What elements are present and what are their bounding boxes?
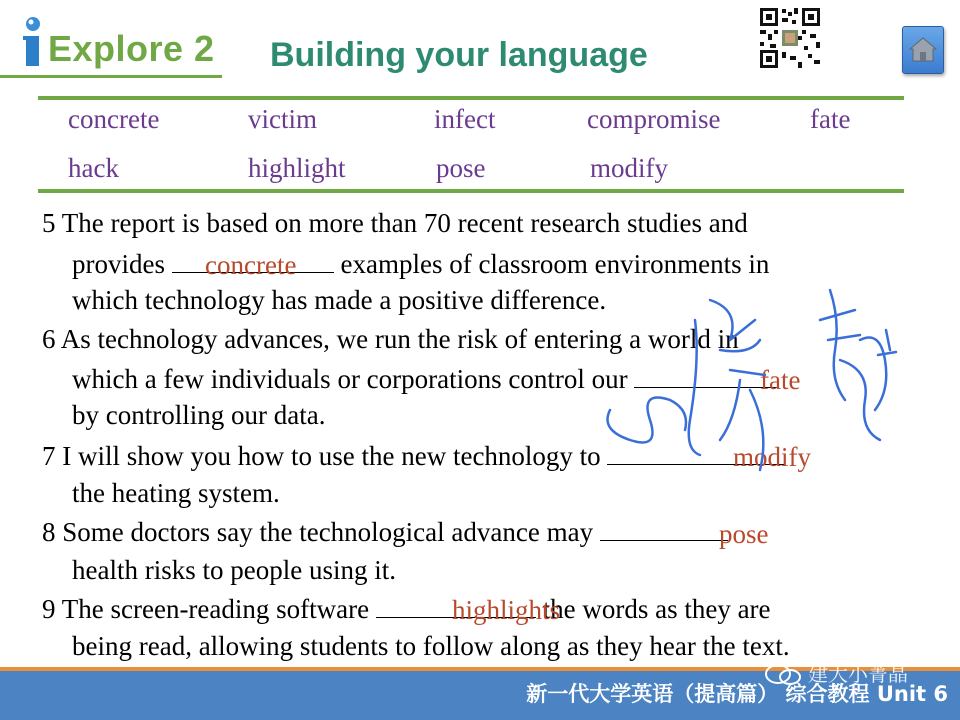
question-8-line-2: health risks to people using it. [72,555,396,585]
word-bank-item: fate [810,104,851,134]
question-9-text-b: the words as they are [535,594,771,624]
word-bank-item: hack [68,153,119,183]
answer-6: fate [760,365,801,395]
logo-title: Explore 2 [48,28,215,69]
page-title: Building your language [270,36,648,74]
home-button[interactable] [902,26,944,74]
word-bank-item: concrete [68,104,160,134]
answer-9: highlights [452,595,561,625]
logo-underline [0,75,222,78]
word-bank-bottom-border [38,189,904,193]
info-i-icon [22,16,44,68]
question-9-text-a: 9 The screen-reading software [42,594,376,624]
handwritten-annotation [590,280,910,500]
question-6-line-1: 6 As technology advances, we run the risk of entering a world in [42,324,739,354]
answer-7: modify [733,442,811,472]
word-bank-item: victim [248,104,317,134]
question-5-text-a: provides [72,249,172,279]
qr-code-icon [758,6,822,70]
answer-5: concrete [205,250,297,280]
question-5-line-2 [72,248,769,280]
footer-course-title: 新一代大学英语（提高篇） 综合教程 Unit 6 [526,682,948,706]
answer-blank-8[interactable] [600,516,728,541]
question-8-text-a: 8 Some doctors say the technological advance may [42,517,600,547]
word-bank-item: infect [434,104,496,134]
word-bank-item: compromise [587,104,721,134]
home-icon [909,36,937,62]
question-6-line-3: by controlling our data. [72,400,326,430]
question-7-line-2: the heating system. [72,478,280,508]
word-bank-item: modify [590,153,668,183]
watermark-text: 建大小菁晶 [808,662,908,686]
question-5-line-1: 5 The report is based on more than 70 recent research studies and [42,208,748,238]
word-bank-item: highlight [248,153,346,183]
answer-8: pose [719,519,769,549]
question-9-line-2: being read, allowing students to follow along as they hear the text. [72,631,790,661]
question-7-text-a: 7 I will show you how to use the new technology to [42,441,608,471]
question-9-line-1 [42,593,771,625]
question-6-text-a: which a few individuals or corporations control our [72,364,635,394]
question-5-text-b: examples of classroom environments in [333,249,770,279]
word-bank-item: pose [436,153,486,183]
question-5-line-3: which technology has made a positive difference. [72,285,607,315]
question-8-line-1 [42,516,728,548]
word-bank-top-border [38,96,904,100]
